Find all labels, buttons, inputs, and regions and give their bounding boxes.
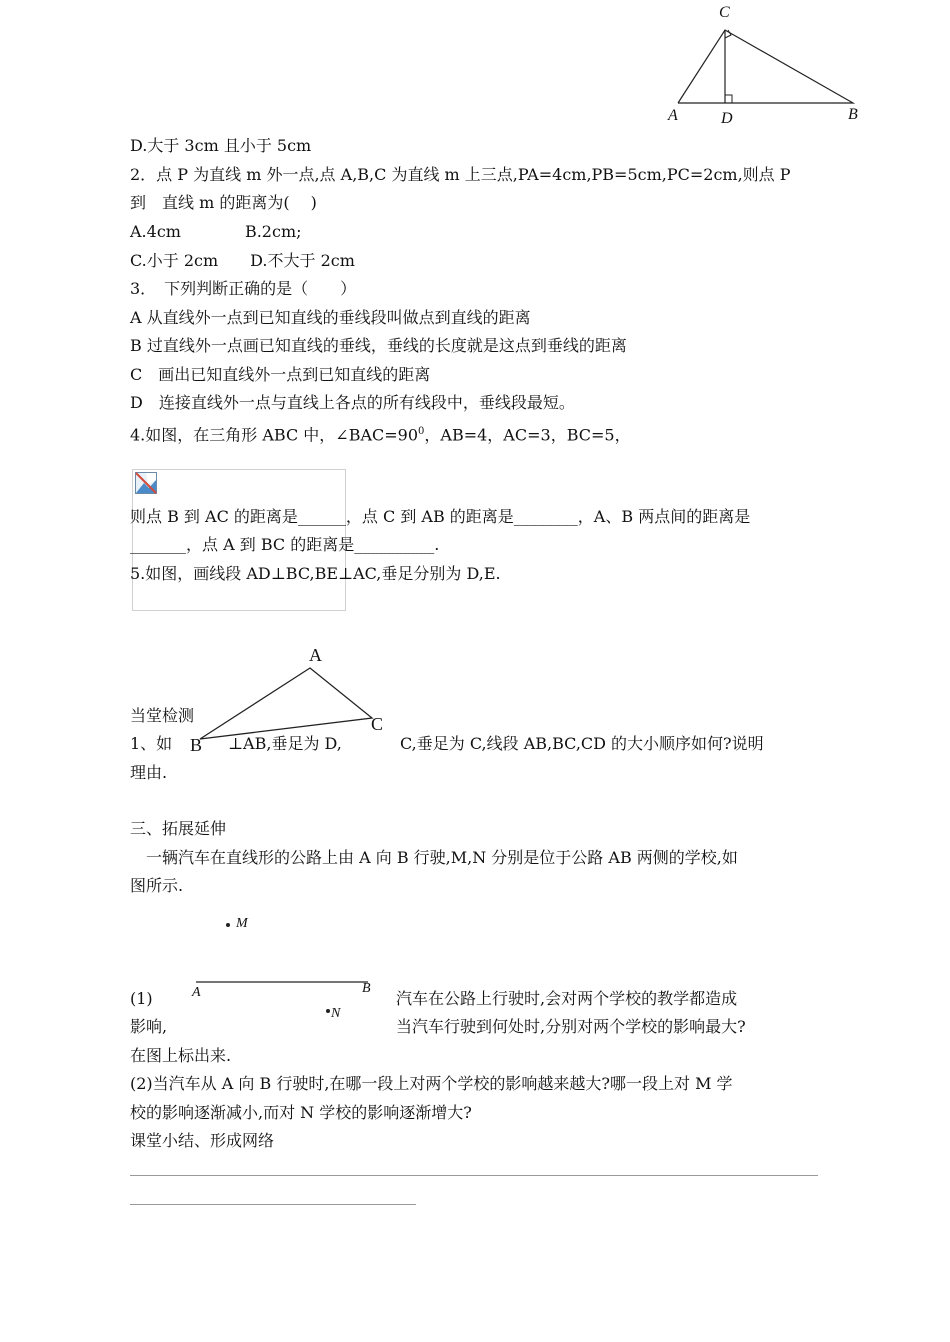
- q1-option-d: D.大于 3cm 且小于 5cm: [130, 136, 312, 155]
- question-2-options-cd: C.小于 2cm D.不大于 2cm: [130, 251, 355, 270]
- question-4-text: 4.如图，在三角形 ABC 中，∠BAC=90: [130, 425, 419, 445]
- extension-1-d: 在图上标出来.: [130, 1046, 232, 1065]
- extension-1-a: 汽车在公路上行驶时,会对两个学校的教学都造成: [396, 989, 738, 1008]
- label-a-tri: A: [309, 645, 322, 665]
- label-c-top: C: [719, 4, 730, 21]
- answer-line-1: [130, 1175, 818, 1176]
- label-m: M: [236, 916, 248, 931]
- question-3-option-a: A 从直线外一点到已知直线的垂线段叫做点到直线的距离: [130, 308, 531, 327]
- label-b-road: B: [362, 981, 371, 996]
- question-3: 3． 下列判断正确的是（ ）: [130, 279, 357, 298]
- answer-line-2: [130, 1204, 416, 1205]
- question-4-end: ，AB=4，AC=3，BC=5，: [424, 425, 631, 445]
- extension-1-num: (1): [130, 989, 153, 1008]
- check-1-end: C,垂足为 C,线段 AB,BC,CD 的大小顺序如何?说明: [400, 734, 764, 753]
- label-b-top: B: [848, 106, 858, 123]
- check-1-mid: ⊥AB,垂足为 D,: [228, 734, 342, 753]
- question-5: 5.如图，画线段 AD⊥BC,BE⊥AC,垂足分别为 D,E.: [130, 564, 501, 583]
- section-3-title: 三、拓展延伸: [130, 819, 227, 838]
- question-2-cont: 到 直线 m 的距离为( ): [130, 193, 317, 212]
- broken-image-icon: [135, 472, 157, 494]
- label-c-tri: C: [371, 714, 384, 734]
- degree-superscript: 0: [418, 426, 425, 437]
- question-2: 2．点 P 为直线 m 外一点,点 A,B,C 为直线 m 上三点,PA=4cm,PB=5cm,PC=2cm,则点 P: [130, 165, 791, 184]
- label-a-road: A: [192, 985, 201, 1000]
- check-1-cont: 理由.: [130, 763, 168, 782]
- label-a-top: A: [668, 107, 678, 124]
- triangle-diagram-top: [660, 0, 880, 135]
- question-3-option-d: D 连接直线外一点与直线上各点的所有线段中，垂线段最短。: [130, 393, 575, 412]
- extension-1-c: 当汽车行驶到何处时,分别对两个学校的影响最大?: [396, 1017, 746, 1036]
- question-4: [130, 422, 631, 445]
- question-2-options-ab: A.4cm B.2cm;: [130, 222, 302, 241]
- extension-intro: 一辆汽车在直线形的公路上由 A 向 B 行驶,M,N 分别是位于公路 AB 两侧的学校,如: [130, 848, 738, 867]
- extension-intro-cont: 图所示.: [130, 876, 184, 895]
- summary-title: 课堂小结、形成网络: [130, 1131, 275, 1150]
- extension-1-b: 影响,: [130, 1017, 168, 1036]
- question-4-blank-1: 则点 B 到 AC 的距离是______，点 C 到 AB 的距离是________，A、B 两点间的距离是: [130, 507, 751, 526]
- question-4-blank-2: _______，点 A 到 BC 的距离是__________.: [130, 535, 440, 554]
- label-d-top: D: [721, 110, 733, 127]
- question-3-option-c: C 画出已知直线外一点到已知直线的距离: [130, 365, 431, 384]
- road-diagram: [190, 915, 370, 1025]
- question-3-option-b: B 过直线外一点画已知直线的垂线，垂线的长度就是这点到垂线的距离: [130, 336, 627, 355]
- extension-2-cont: 校的影响逐渐减小,而对 N 学校的影响逐渐增大?: [130, 1103, 472, 1122]
- extension-2: (2)当汽车从 A 向 B 行驶时,在哪一段上对两个学校的影响越来越大?哪一段上对 M 学: [130, 1074, 733, 1093]
- label-n: N: [331, 1006, 341, 1021]
- label-b-tri: B: [190, 735, 203, 755]
- check-1-start: 1、如: [130, 734, 173, 753]
- check-title: 当堂检测: [130, 706, 195, 725]
